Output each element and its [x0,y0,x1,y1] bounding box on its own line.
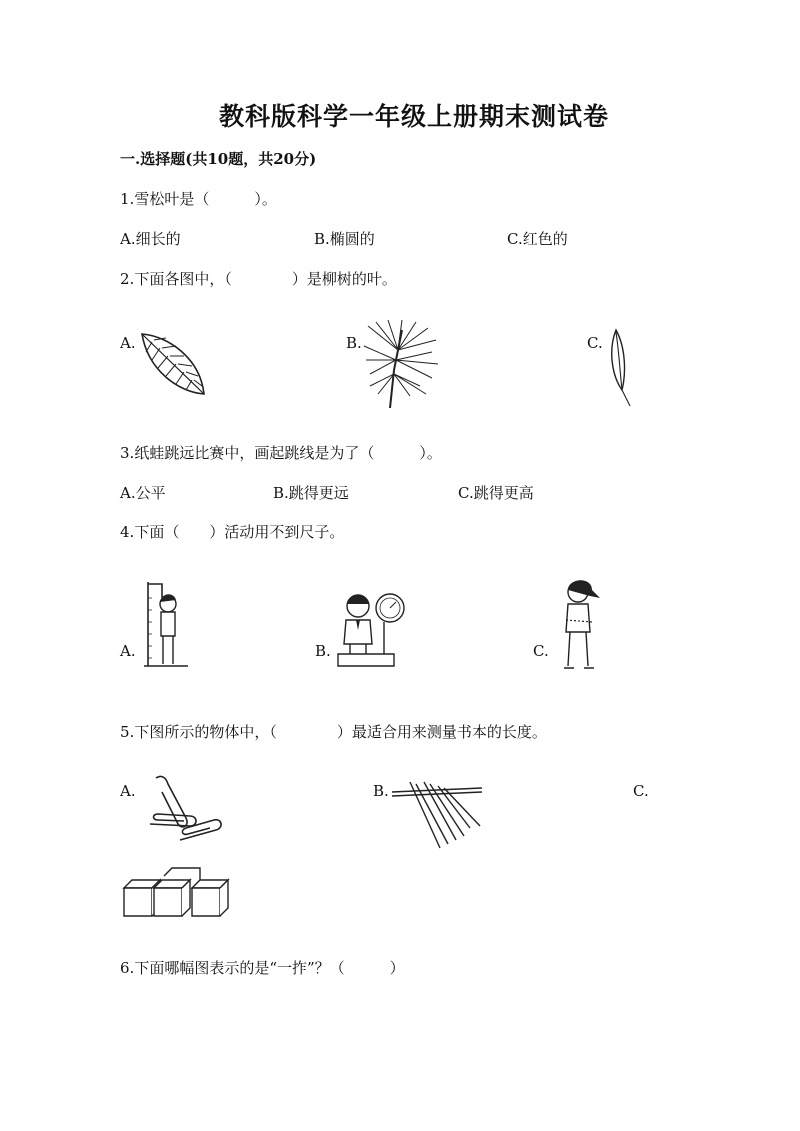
question-stem: 下面（ ）活动用不到尺子。 [134,523,345,541]
question-3-option-b[interactable]: B.跳得更远 [273,484,349,502]
cubes-icon [122,866,230,920]
question-number: 6. [120,959,135,977]
question-2-option-b[interactable]: B. [346,334,362,352]
sticks-bundle-icon [390,778,486,852]
question-5-option-c[interactable]: C. [633,782,649,800]
question-3-text [120,442,442,463]
question-stem: 纸蛙跳远比赛中，画起跳线是为了（ ）。 [134,444,442,462]
question-number: 3. [120,444,135,462]
girl-tape-measure-icon [556,576,606,674]
paper-clips-icon [136,774,228,848]
question-2-option-a[interactable]: A. [120,334,136,352]
question-3-option-c[interactable]: C.跳得更高 [458,484,534,502]
question-stem: 下面各图中，（ ）是柳树的叶。 [134,270,397,288]
question-stem: 下面哪幅图表示的是“一拃”？（ ） [134,959,405,977]
question-4-text [120,521,344,542]
pine-needle-branch-icon [362,320,440,410]
question-5-option-a[interactable]: A. [120,782,136,800]
question-2-option-c[interactable]: C. [587,334,603,352]
question-4-option-b[interactable]: B. [315,642,331,660]
question-4-option-a[interactable]: A. [120,642,136,660]
question-2-text [120,268,397,289]
serrated-leaf-icon [138,330,210,400]
question-number: 2. [120,270,135,288]
question-number: 1. [120,190,135,208]
question-number: 5. [120,723,135,741]
question-6-text [120,957,405,978]
question-4-option-c[interactable]: C. [533,642,549,660]
question-1-option-a[interactable]: A.细长的 [120,230,181,248]
willow-leaf-icon [604,328,634,408]
page-title: 教科版科学一年级上册期末测试卷 [219,102,610,131]
question-stem: 雪松叶是（ ）。 [134,190,277,208]
question-1-text [120,188,277,209]
child-on-scale-icon [334,586,412,670]
question-3-option-a[interactable]: A.公平 [120,484,166,502]
question-5-option-b[interactable]: B. [373,782,389,800]
question-number: 4. [120,523,135,541]
question-1-option-b[interactable]: B.椭圆的 [314,230,375,248]
question-stem: 下图所示的物体中，（ ）最适合用来测量书本的长度。 [134,723,547,741]
question-1-option-c[interactable]: C.红色的 [507,230,568,248]
section-heading: 一.选择题(共10题，共20分) [120,150,317,168]
question-5-text [120,721,547,742]
child-height-measure-icon [142,578,192,670]
